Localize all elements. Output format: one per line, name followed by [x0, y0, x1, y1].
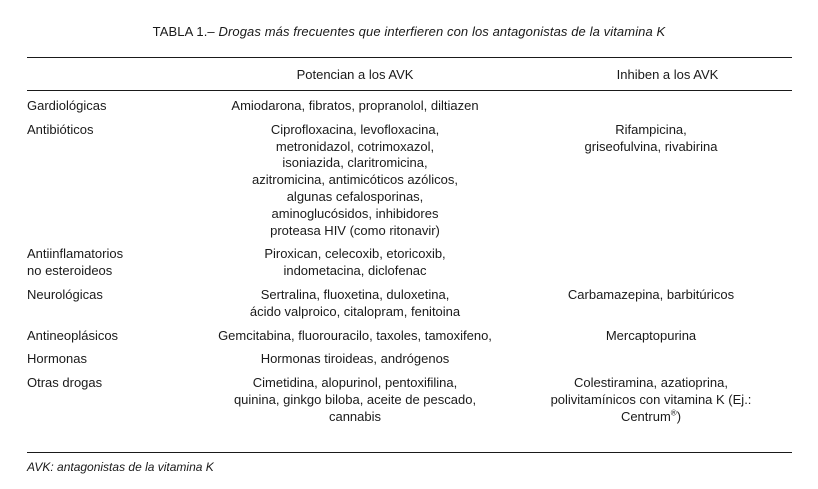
row-potencian: Cimetidina, alopurinol, pentoxifilina, quinina, ginkgo biloba, aceite de pescado, cannabis	[233, 375, 477, 424]
table-bottom-rule	[27, 452, 792, 453]
table-row	[27, 287, 792, 321]
row-category: Antibióticos	[27, 121, 94, 137]
table-top-rule	[27, 57, 792, 58]
row-inhiben	[510, 375, 792, 425]
table-row	[27, 246, 792, 280]
table-row	[27, 375, 792, 425]
column-header-potencian: Potencian a los AVK	[296, 67, 414, 82]
table-footnote: AVK: antagonistas de la vitamina K	[27, 460, 214, 474]
row-category: Antineoplásicos	[27, 327, 119, 343]
row-inhiben-tail: )	[676, 408, 682, 424]
row-category: Hormonas	[27, 351, 87, 367]
row-inhiben-text: Colestiramina, azatioprina, polivitamínicos con vitamina K (Ej.: Centrum	[550, 375, 752, 424]
row-potencian: Gemcitabina, fluorouracilo, taxoles, tamoxifeno,	[218, 327, 492, 343]
row-category: Neurológicas	[27, 286, 103, 302]
row-inhiben: Carbamazepina, barbitúricos	[567, 286, 735, 302]
table-row	[27, 328, 792, 345]
column-header-inhiben: Inhiben a los AVK	[616, 67, 719, 82]
row-potencian: Piroxican, celecoxib, etoricoxib, indometacina, diclofenac	[264, 246, 446, 279]
row-category: Otras drogas	[27, 375, 103, 391]
table-row	[27, 98, 792, 115]
table-header-rule	[27, 90, 792, 91]
row-category: Antiinflamatorios no esteroideos	[27, 246, 124, 279]
table-body	[27, 98, 792, 433]
table-row	[27, 351, 792, 368]
table-caption	[0, 24, 818, 39]
row-potencian: Amiodarona, fibratos, propranolol, diltiazen	[231, 98, 479, 113]
registered-mark: ®	[670, 408, 677, 418]
table-caption-title: Drogas más frecuentes que interfieren con los antagonistas de la vitamina K	[218, 24, 666, 39]
row-inhiben: Mercaptopurina	[605, 327, 697, 343]
row-inhiben: Rifampicina, griseofulvina, rivabirina	[584, 121, 718, 154]
row-potencian: Hormonas tiroideas, andrógenos	[260, 351, 450, 367]
row-potencian: Ciprofloxacina, levofloxacina, metronidazol, cotrimoxazol, isoniazida, claritromicina, azitromicina, antimicóticos azólicos, algunas cefalosporinas, aminoglucósidos, inhibidores proteasa HIV (como ritonavir)	[252, 121, 458, 238]
row-potencian: Sertralina, fluoxetina, duloxetina, ácido valproico, citalopram, fenitoina	[249, 286, 461, 319]
row-category: Gardiológicas	[27, 98, 107, 113]
table-caption-label: TABLA 1.–	[152, 24, 215, 39]
table-row	[27, 122, 792, 240]
